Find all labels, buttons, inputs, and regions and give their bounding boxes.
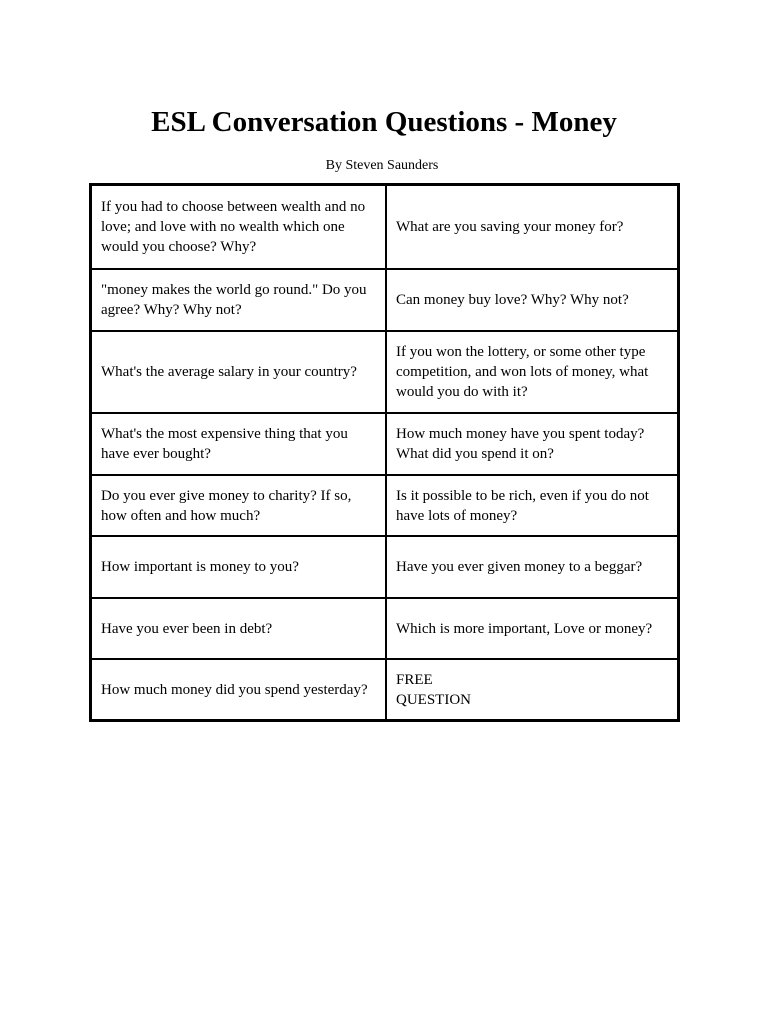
question-cell: Can money buy love? Why? Why not?	[386, 269, 678, 331]
question-cell: "money makes the world go round." Do you agree? Why? Why not?	[91, 269, 386, 331]
question-cell: Do you ever give money to charity? If so, how often and how much?	[91, 475, 386, 536]
table-row	[91, 185, 678, 269]
table-row	[91, 536, 678, 598]
questions-table	[89, 183, 680, 722]
question-cell: What's the average salary in your country?	[91, 331, 386, 413]
question-cell: Have you ever given money to a beggar?	[386, 536, 678, 598]
page-title: ESL Conversation Questions - Money	[151, 106, 617, 138]
table-row	[91, 331, 678, 413]
question-cell: Have you ever been in debt?	[91, 598, 386, 659]
author-byline: By Steven Saunders	[325, 158, 439, 173]
free-label: FREE	[396, 671, 433, 688]
question-cell: How important is money to you?	[91, 536, 386, 598]
question-label: QUESTION	[396, 691, 471, 708]
question-cell: How much money have you spent today? What did you spend it on?	[386, 413, 678, 475]
table-row	[91, 475, 678, 536]
question-cell: Which is more important, Love or money?	[386, 598, 678, 659]
table-row	[91, 598, 678, 659]
question-cell: If you had to choose between wealth and no love; and love with no wealth which one would you choose? Why?	[91, 185, 386, 269]
table-row	[91, 659, 678, 720]
table-row	[91, 269, 678, 331]
question-cell: What's the most expensive thing that you have ever bought?	[91, 413, 386, 475]
question-cell: How much money did you spend yesterday?	[91, 659, 386, 720]
question-cell: What are you saving your money for?	[386, 185, 678, 269]
free-question-cell	[386, 659, 678, 720]
question-cell: If you won the lottery, or some other type competition, and won lots of money, what would you do with it?	[386, 331, 678, 413]
table-row	[91, 413, 678, 475]
question-cell: Is it possible to be rich, even if you do not have lots of money?	[386, 475, 678, 536]
